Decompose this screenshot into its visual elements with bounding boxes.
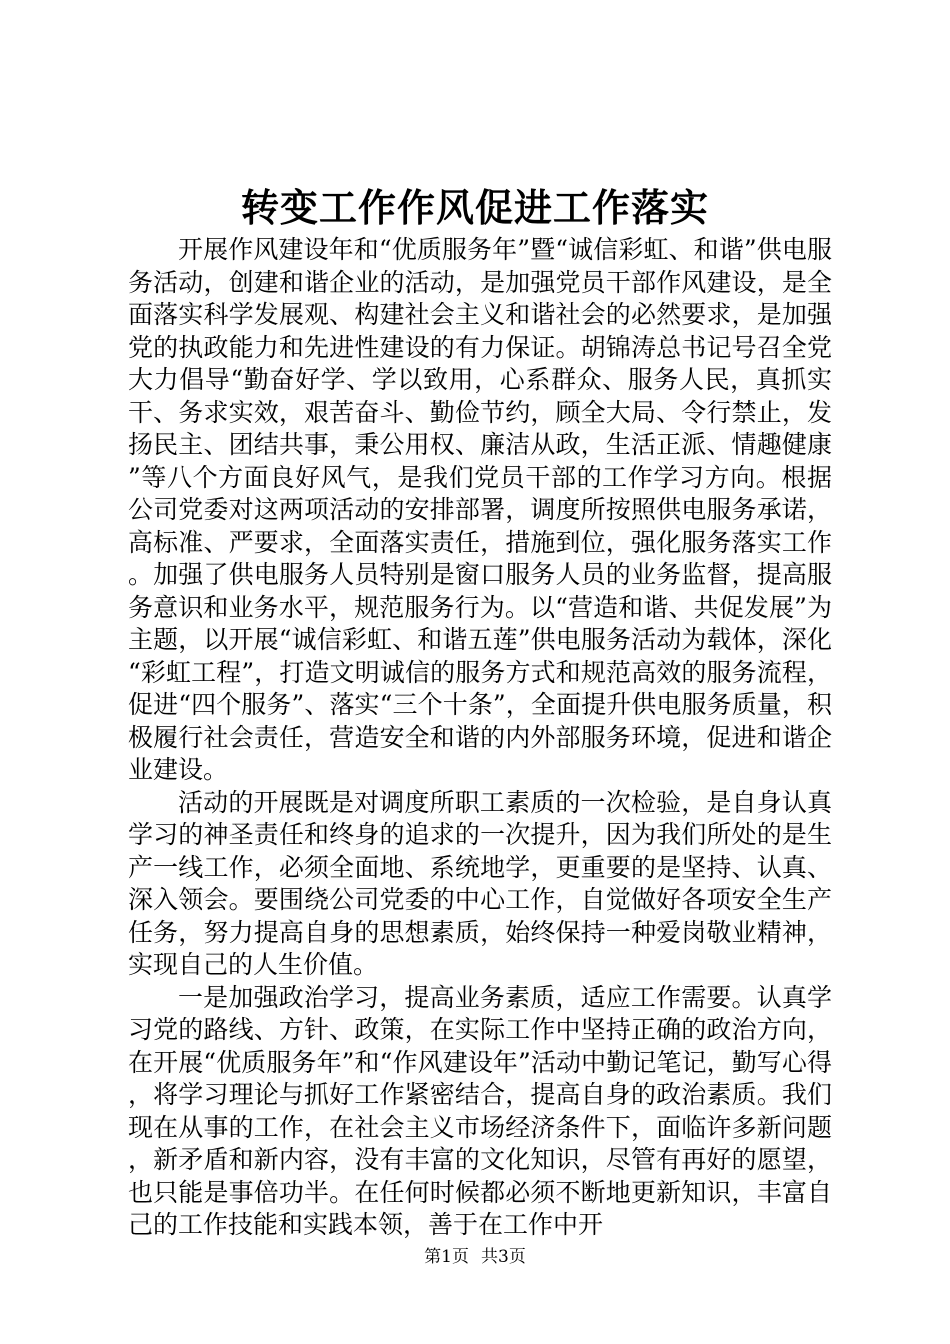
page-footer (0, 1246, 950, 1268)
paragraph-2: 活动的开展既是对调度所职工素质的一次检验，是自身认真学习的神圣责任和终身的追求的一次提升，因为我们所处的是生产一线工作，必须全面地、系统地学，更重要的是坚持、认真、深入领会。要围绕公司党委的中心工作，自觉做好各项安全生产任务，努力提高自身的思想素质，始终保持一种爱岗敬业精神，实现自己的人生价值。 (128, 787, 832, 979)
page-number-total: 共3页 (481, 1247, 526, 1267)
document-body (128, 234, 832, 1242)
paragraph-3: 一是加强政治学习，提高业务素质，适应工作需要。认真学习党的路线、方针、政策，在实际工作中坚持正确的政治方向，在开展“优质服务年”和“作风建设年”活动中勤记笔记，勤写心得，将学习理论与抓好工作紧密结合，提高自身的政治素质。我们现在从事的工作，在社会主义市场经济条件下，面临许多新问题，新矛盾和新内容，没有丰富的文化知识，尽管有再好的愿望，也只能是事倍功半。在任何时候都必须不断地更新知识，丰富自己的工作技能和实践本领，善于在工作中开 (128, 982, 832, 1239)
document-title: 转变工作作风促进工作落实 (240, 185, 709, 230)
paragraph-1: 开展作风建设年和“优质服务年”暨“诚信彩虹、和谐”供电服务活动，创建和谐企业的活动，是加强党员干部作风建设，是全面落实科学发展观、构建社会主义和谐社会的必然要求，是加强党的执政能力和先进性建设的有力保证。胡锦涛总书记号召全党大力倡导“勤奋好学、学以致用，心系群众、服务人民，真抓实干、务求实效，艰苦奋斗、勤俭节约，顾全大局、令行禁止，发扬民主、团结共事，秉公用权、廉洁从政，生活正派、情趣健康”等八个方面良好风气，是我们党员干部的工作学习方向。根据公司党委对这两项活动的安排部署，调度所按照供电服务承诺，高标准、严要求，全面落实责任，措施到位，强化服务落实工作。加强了供电服务人员特别是窗口服务人员的业务监督，提高服务意识和业务水平，规范服务行为。以“营造和谐、共促发展”为主题，以开展“诚信彩虹、和谐五莲”供电服务活动为载体，深化“彩虹工程”，打造文明诚信的服务方式和规范高效的服务流程，促进“四个服务”、落实“三个十条”，全面提升供电服务质量，积极履行社会责任，营造安全和谐的内外部服务环境，促进和谐企业建设。 (128, 235, 832, 784)
page-number-current: 第1页 (424, 1247, 469, 1267)
